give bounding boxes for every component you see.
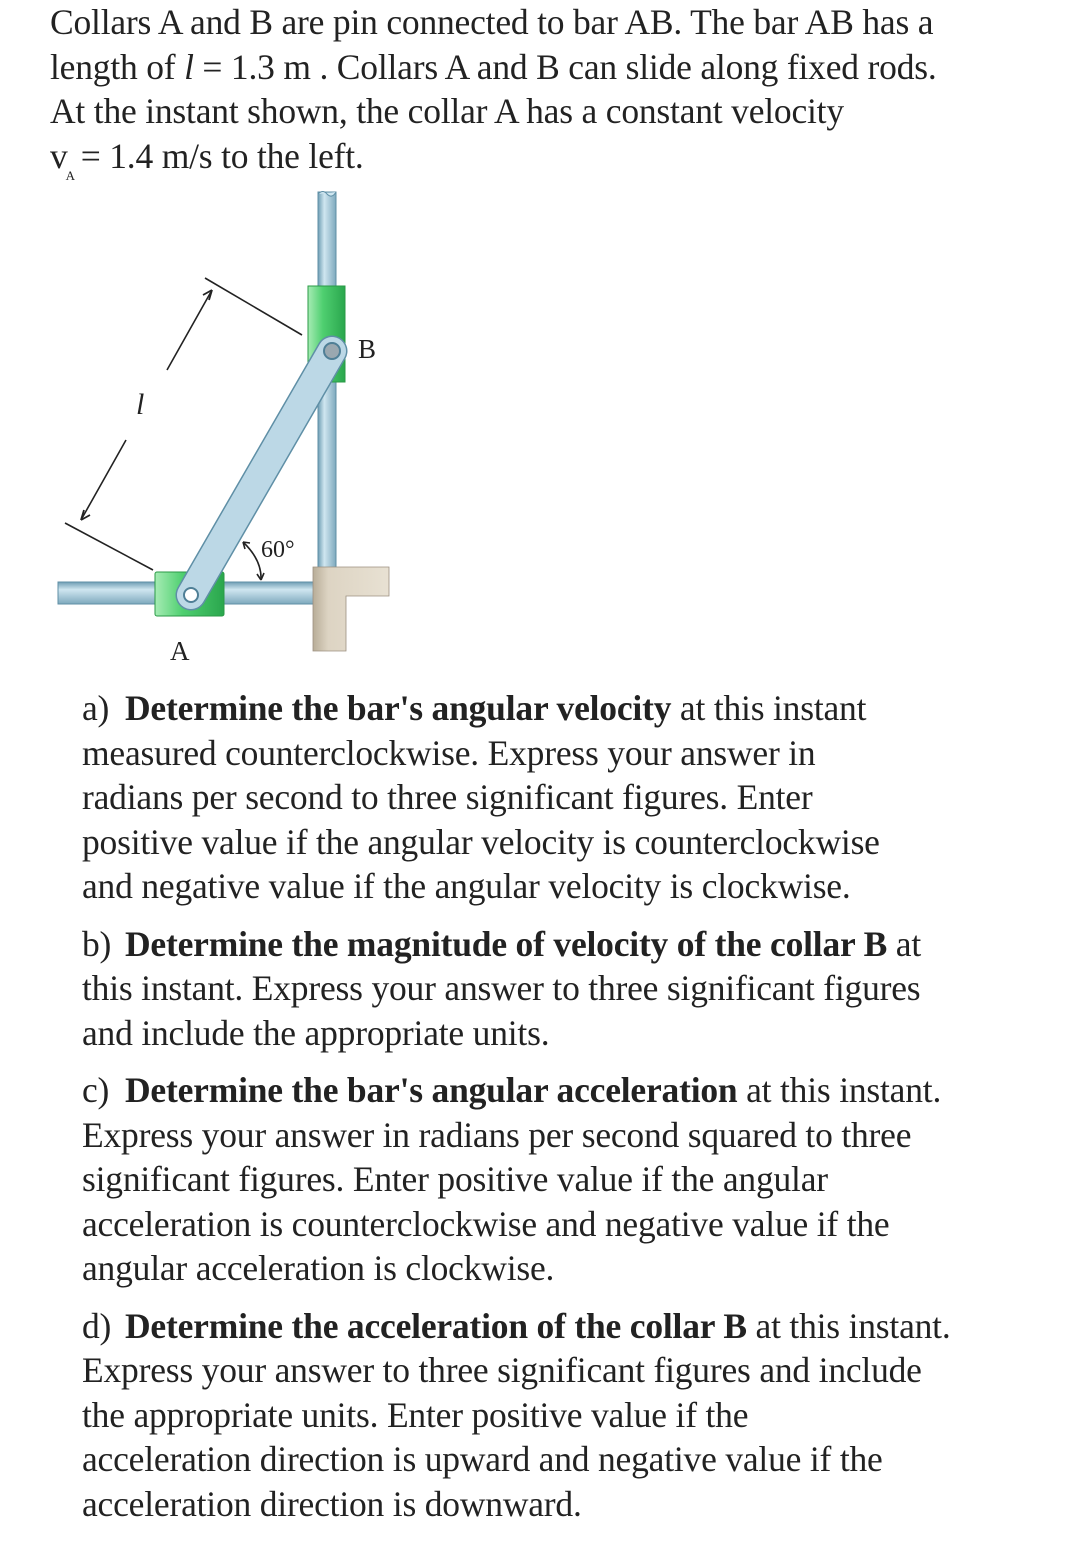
bar-ab bbox=[184, 343, 340, 602]
problem-line-3: At the instant shown, the collar A has a constant velocity bbox=[50, 91, 844, 131]
question-text: at this instant. bbox=[746, 1305, 951, 1346]
question-b bbox=[82, 922, 1062, 1056]
collar-b-label: B bbox=[358, 334, 377, 364]
question-text: and include the appropriate units. bbox=[82, 1012, 550, 1053]
problem-statement bbox=[50, 0, 1060, 186]
question-text: measured counterclockwise. Express your answer in bbox=[82, 732, 816, 773]
question-text: at this instant bbox=[671, 688, 867, 728]
question-text: acceleration direction is upward and negative value if the bbox=[82, 1439, 883, 1479]
text: = 1.3 m . Collars A and B can slide along fixed rods. bbox=[193, 46, 937, 87]
question-d bbox=[82, 1304, 1062, 1527]
question-text: this instant. Express your answer to three significant figures bbox=[82, 968, 921, 1008]
problem-line-1: Collars A and B are pin connected to bar AB. The bar AB has a bbox=[50, 2, 934, 42]
question-label: a) bbox=[82, 688, 110, 728]
question-text: angular acceleration is clockwise. bbox=[82, 1248, 555, 1288]
fixed-support bbox=[313, 567, 389, 651]
problem-line-4 bbox=[50, 134, 1060, 187]
question-text: significant figures. Enter positive value if the angular bbox=[82, 1159, 828, 1199]
mechanism-figure bbox=[40, 180, 420, 670]
text: = 1.4 m/s to the left. bbox=[80, 135, 364, 176]
question-a bbox=[82, 686, 1062, 909]
question-list bbox=[82, 686, 1062, 1539]
question-emphasis: Determine the acceleration of the collar B bbox=[125, 1305, 747, 1346]
question-label: c) bbox=[82, 1070, 110, 1110]
question-c bbox=[82, 1068, 1062, 1291]
question-text: at bbox=[887, 923, 921, 964]
question-text: Express your answer to three significant figures and include bbox=[82, 1350, 922, 1390]
collar-a-label: A bbox=[170, 636, 190, 666]
question-text: the appropriate units. Enter positive value if the bbox=[82, 1394, 749, 1435]
question-emphasis: Determine the bar's angular velocity bbox=[125, 688, 672, 728]
length-variable: l bbox=[184, 46, 194, 87]
question-text: acceleration is counterclockwise and negative value if the bbox=[82, 1203, 890, 1244]
problem-line-2 bbox=[50, 45, 1060, 90]
question-label: d) bbox=[82, 1305, 112, 1346]
question-emphasis: Determine the magnitude of velocity of the collar B bbox=[125, 923, 888, 964]
question-text: Express your answer in radians per second squared to three bbox=[82, 1114, 912, 1155]
question-text: positive value if the angular velocity is counterclockwise bbox=[82, 821, 880, 862]
length-dimension bbox=[65, 278, 302, 570]
question-text: acceleration direction is downward. bbox=[82, 1483, 582, 1524]
question-label: b) bbox=[82, 923, 112, 964]
velocity-subscript: A bbox=[65, 167, 75, 183]
velocity-variable: v bbox=[50, 135, 68, 176]
angle-label: 60° bbox=[261, 537, 295, 563]
length-label: l bbox=[136, 388, 145, 421]
question-text: radians per second to three significant figures. Enter bbox=[82, 777, 813, 817]
question-text: and negative value if the angular velocity is clockwise. bbox=[82, 866, 851, 906]
question-text: at this instant. bbox=[737, 1070, 942, 1110]
text: length of bbox=[50, 46, 185, 87]
question-emphasis: Determine the bar's angular acceleration bbox=[125, 1070, 738, 1110]
